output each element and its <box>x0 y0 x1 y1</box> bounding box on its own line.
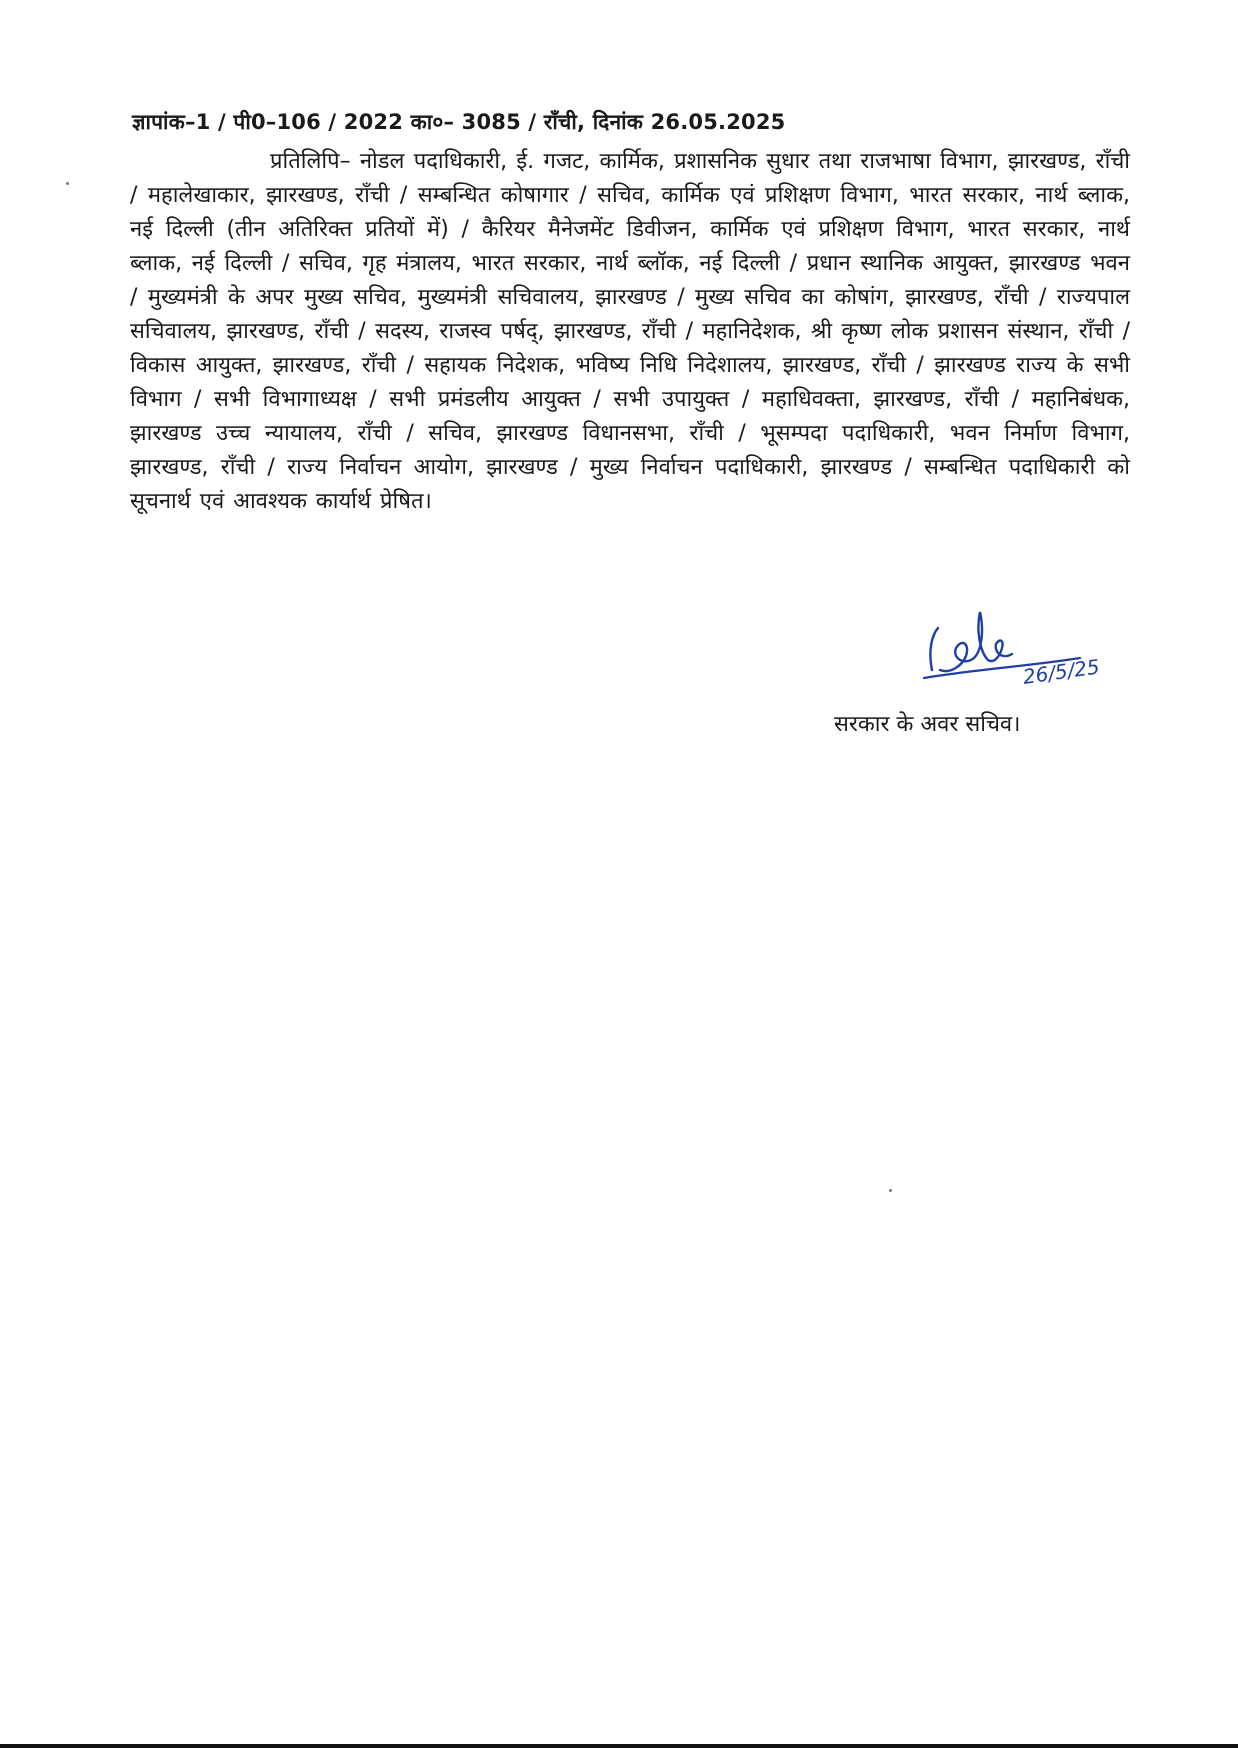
scan-speck <box>66 182 69 185</box>
page-bottom-edge <box>0 1744 1238 1748</box>
designation: सरकार के अवर सचिव। <box>834 712 1021 737</box>
memo-number: ज्ञापांक–1 / पी0–106 / 2022 का०– 3085 / राँची, दिनांक 26.05.2025 <box>132 110 786 134</box>
signature-date: 26/5/25 <box>1021 654 1102 689</box>
handwritten-signature <box>910 600 1130 720</box>
distribution-text: प्रतिलिपि– नोडल पदाधिकारी, ई. गजट, कार्मिक, प्रशासनिक सुधार तथा राजभाषा विभाग, झारखण्ड, राँची / महालेखाकार, झारखण्ड, राँची / सम्बन्धित कोषागार / सचिव, कार्मिक एवं प्रशिक्षण विभाग, भारत सरकार, नार्थ ब्लाक, नई दिल्ली (तीन अतिरिक्त प्रतियों में) / कैरियर मैनेजमेंट डिवीजन, कार्मिक एवं प्रशिक्षण विभाग, भारत सरकार, नार्थ ब्लाक, नई दिल्ली / सचिव, गृह मंत्रालय, भारत सरकार, नार्थ ब्लॉक, नई दिल्ली / प्रधान स्थानिक आयुक्त, झारखण्ड भवन / मुख्यमंत्री के अपर मुख्य सचिव, मुख्यमंत्री सचिवालय, झारखण्ड / मुख्य सचिव का कोषांग, झारखण्ड, राँची / राज्यपाल सचिवालय, झारखण्ड, राँची / सदस्य, राजस्व पर्षद्, झारखण्ड, राँची / महानिदेशक, श्री कृष्ण लोक प्रशासन संस्थान, राँची / विकास आयुक्त, झारखण्ड, राँची / सहायक निदेशक, भविष्य निधि निदेशालय, झारखण्ड, राँची / झारखण्ड राज्य के सभी विभाग / सभी विभागाध्यक्ष / सभी प्रमंडलीय आयुक्त / सभी उपायुक्त / महाधिवक्ता, झारखण्ड, राँची / महानिबंधक, झारखण्ड उच्च न्यायालय, राँची / सचिव, झारखण्ड विधानसभा, राँची / भूसम्पदा पदाधिकारी, भवन निर्माण विभाग, झारखण्ड, राँची / राज्य निर्वाचन आयोग, झारखण्ड / मुख्य निर्वाचन पदाधिकारी, झारखण्ड / सम्बन्धित पदाधिकारी को सूचनार्थ एवं आवश्यक कार्यार्थ प्रेषित। <box>130 149 1130 514</box>
scan-speck <box>889 1189 892 1192</box>
